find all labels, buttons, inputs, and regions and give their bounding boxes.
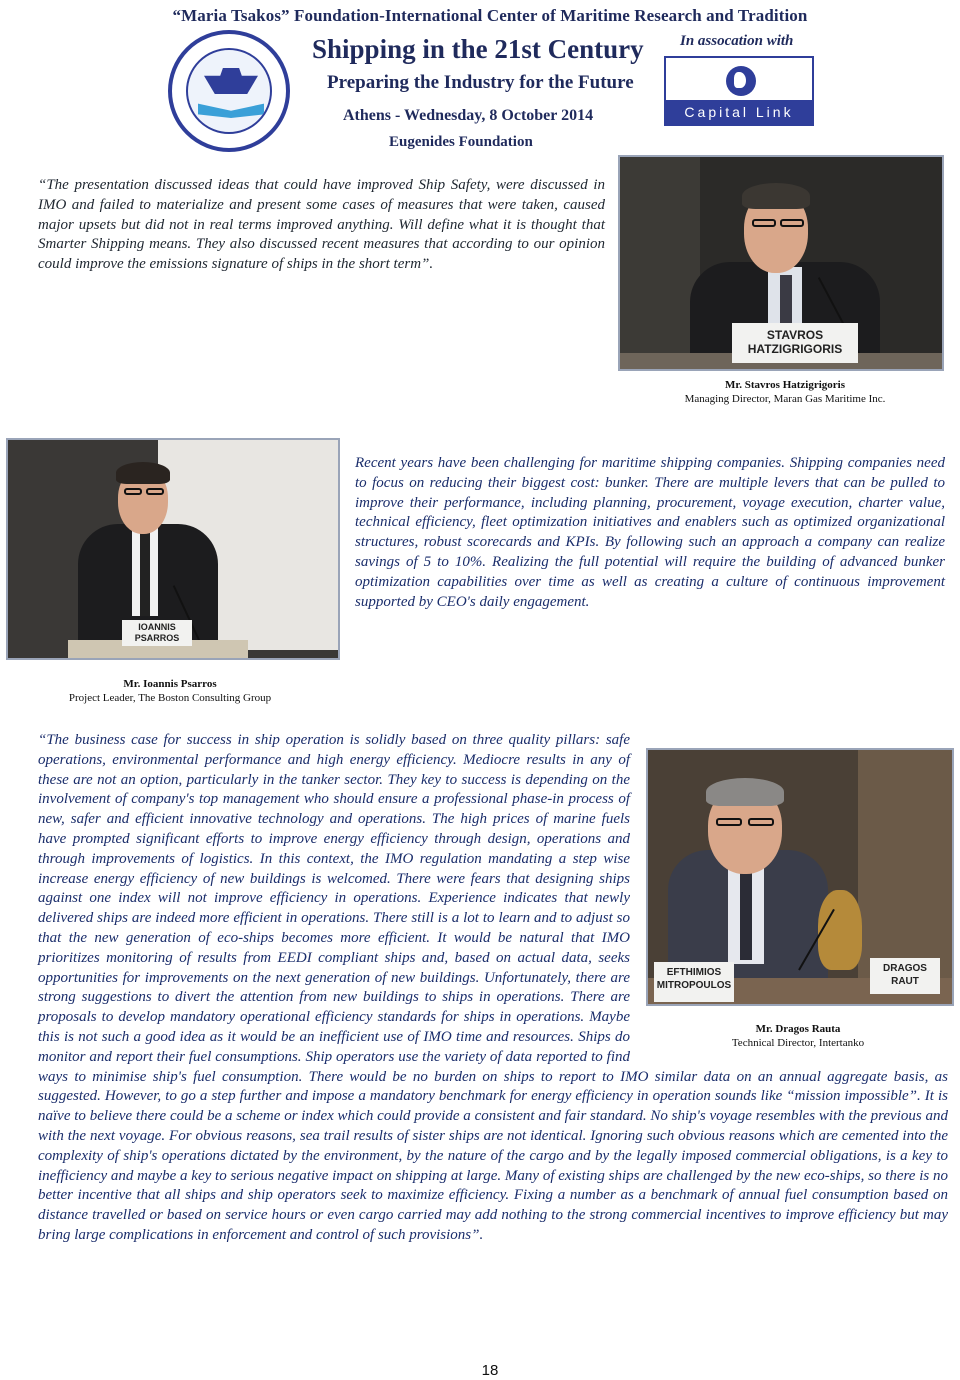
page-number: 18 <box>481 1362 499 1379</box>
association-label: In assocation with <box>680 33 794 49</box>
foundation-title: “Maria Tsakos” Foundation-International Center of Maritime Research and Tradition <box>172 6 808 25</box>
globe-icon <box>726 66 756 96</box>
event-venue: Eugenides Foundation <box>389 134 533 150</box>
speaker-role: Managing Director, Maran Gas Maritime Inc. <box>684 393 886 405</box>
caption-psarros <box>30 677 310 705</box>
nameplate-line: STAVROS <box>766 328 824 342</box>
photo-stavros-hatzigrigoris <box>618 155 944 371</box>
speaker-name: Mr. Ioannis Psarros <box>123 678 217 690</box>
photo-ioannis-psarros <box>6 438 340 660</box>
nameplate-line: EFTHIMIOS <box>666 967 722 978</box>
rauta-quote-text: “The business case for success in ship operation is solidly based on three quality pillars: safe operations, environmental performance and high energy efficiency. Mediocre results in any of these are not an option, particularly in the tanker sector. They key to success is depending on the involvement of company's top management who should ensure a professional phase-in process of new, safer and efficient innovative technology and operations. The high prices of marine fuels have prompted significant efforts to improve energy efficiency through design, operations and through improvements of logistics. In this context, the IMO regulation mandating a step wise increase energy efficiency of new buildings is welcomed. There were fears that designing ships against one index will not improve efficiency in operations. Experience indicates that newly delivered ships are indeed more efficient in operations. There still is a lot to learn and to adjust so that the new generation of eco-ships becomes more efficient. It would be natural that IMO prioritizes monitoring of results from EEDI compliant ships and, based on actual data, seeks opportunities for improvements on the next generation of new buildings. Unfortunately, there are strong suggestions to divert the attention from new buildings to ships in operations. There are proposals to develop mandatory operational efficiency standards for ships in operations. Maybe this is not such a good idea as it would be an inefficient use of IMO time and resources. Ships do monitor and report their fuel consumptions. Ship operators use the variety of data reported to find ways to minimise ship's fuel consumption. There would be no burden on ships to report to IMO similar data on an annual aggregate basis, as suggested. However, to go a step further and impose a mandatory benchmark for energy efficiency in operation sounds like “mission impossible”. It is naïve to believe there could be a scheme or index which could provide a consistent and fair standard. No ship's voyage resembles with the previous and with the next voyage. For obvious reasons, sea trail results of sister ships are not identical. Ignoring such obvious reasons which are cemented into the complexity of ship's operations dictated by the environment, by the nature of the cargo and by the legally imposed commercial obligations, is a key to inefficiency and maybe a key to serious negative impact on shipping at large. Many of existing ships are challenged by the new eco-ships, so there is no better incentive that all ships and ship operators seek to maximize efficiency. Fixing a number as a benchmark of annual fuel consumption based on distance travelled or based on service hours or even cargo carried may add nothing to the strong commercial incentives to improve efficiency but may bring large complications in enforcement and control of such provisions”. <box>38 732 948 1243</box>
caption-hatzigrigoris <box>640 378 930 406</box>
event-date: Athens - Wednesday, 8 October 2014 <box>343 107 594 124</box>
speaker-role: Project Leader, The Boston Consulting Group <box>68 692 272 704</box>
speaker-name: Mr. Stavros Hatzigrigoris <box>724 379 846 391</box>
capital-link-logo <box>664 56 814 126</box>
nameplate-line: PSARROS <box>134 633 180 643</box>
foundation-seal-logo <box>168 30 290 152</box>
psarros-quote-text: Recent years have been challenging for maritime shipping companies. Shipping companies need to focus on reducing their biggest cost: bunker. There are multiple levers that can be pulled to improve their performance, including planning, procurement, voyage execution, charter value, technical efficiency, fleet optimization initiatives and enablers such as optimized organizational structures, robust scorecards and KPIs. By following such an approach a company can realize savings of 5 to 10%. Realizing the full potential will require the building of advanced bunker optimization capabilities over time as well as creating a culture of continuous improvement supported by CEO's daily engagement. <box>355 455 945 610</box>
nameplate-line: IOANNIS <box>138 622 176 632</box>
event-subtitle: Preparing the Industry for the Future <box>327 72 634 93</box>
rauta-quote <box>38 731 948 1246</box>
nameplate-line: MITROPOULOS <box>656 980 732 991</box>
nameplate-line: DRAGOS <box>883 963 927 974</box>
psarros-quote <box>355 454 945 612</box>
hatzigrigoris-quote <box>38 176 605 275</box>
speaker-name: Mr. Dragos Rauta <box>755 1023 841 1035</box>
speaker-role: Technical Director, Intertanko <box>731 1037 865 1049</box>
nameplate-line: RAUT <box>891 976 919 987</box>
capital-link-logo-text: Capital Link <box>666 100 812 124</box>
nameplate-line: HATZIGRIGORIS <box>747 342 843 356</box>
hatzigrigoris-quote-text: “The presentation discussed ideas that could have improved Ship Safety, were discussed in IMO and failed to materialize and present some cases of measures that were taken, caused major upsets but did not in real terms improved anything. Will define what it is thought that Smarter Shipping means. They also discussed recent measures that according to our opinion could improve the emissions signature of ships in the short term”. <box>38 177 605 273</box>
ship-book-icon <box>186 48 272 134</box>
event-title: Shipping in the 21st Century <box>312 34 644 64</box>
